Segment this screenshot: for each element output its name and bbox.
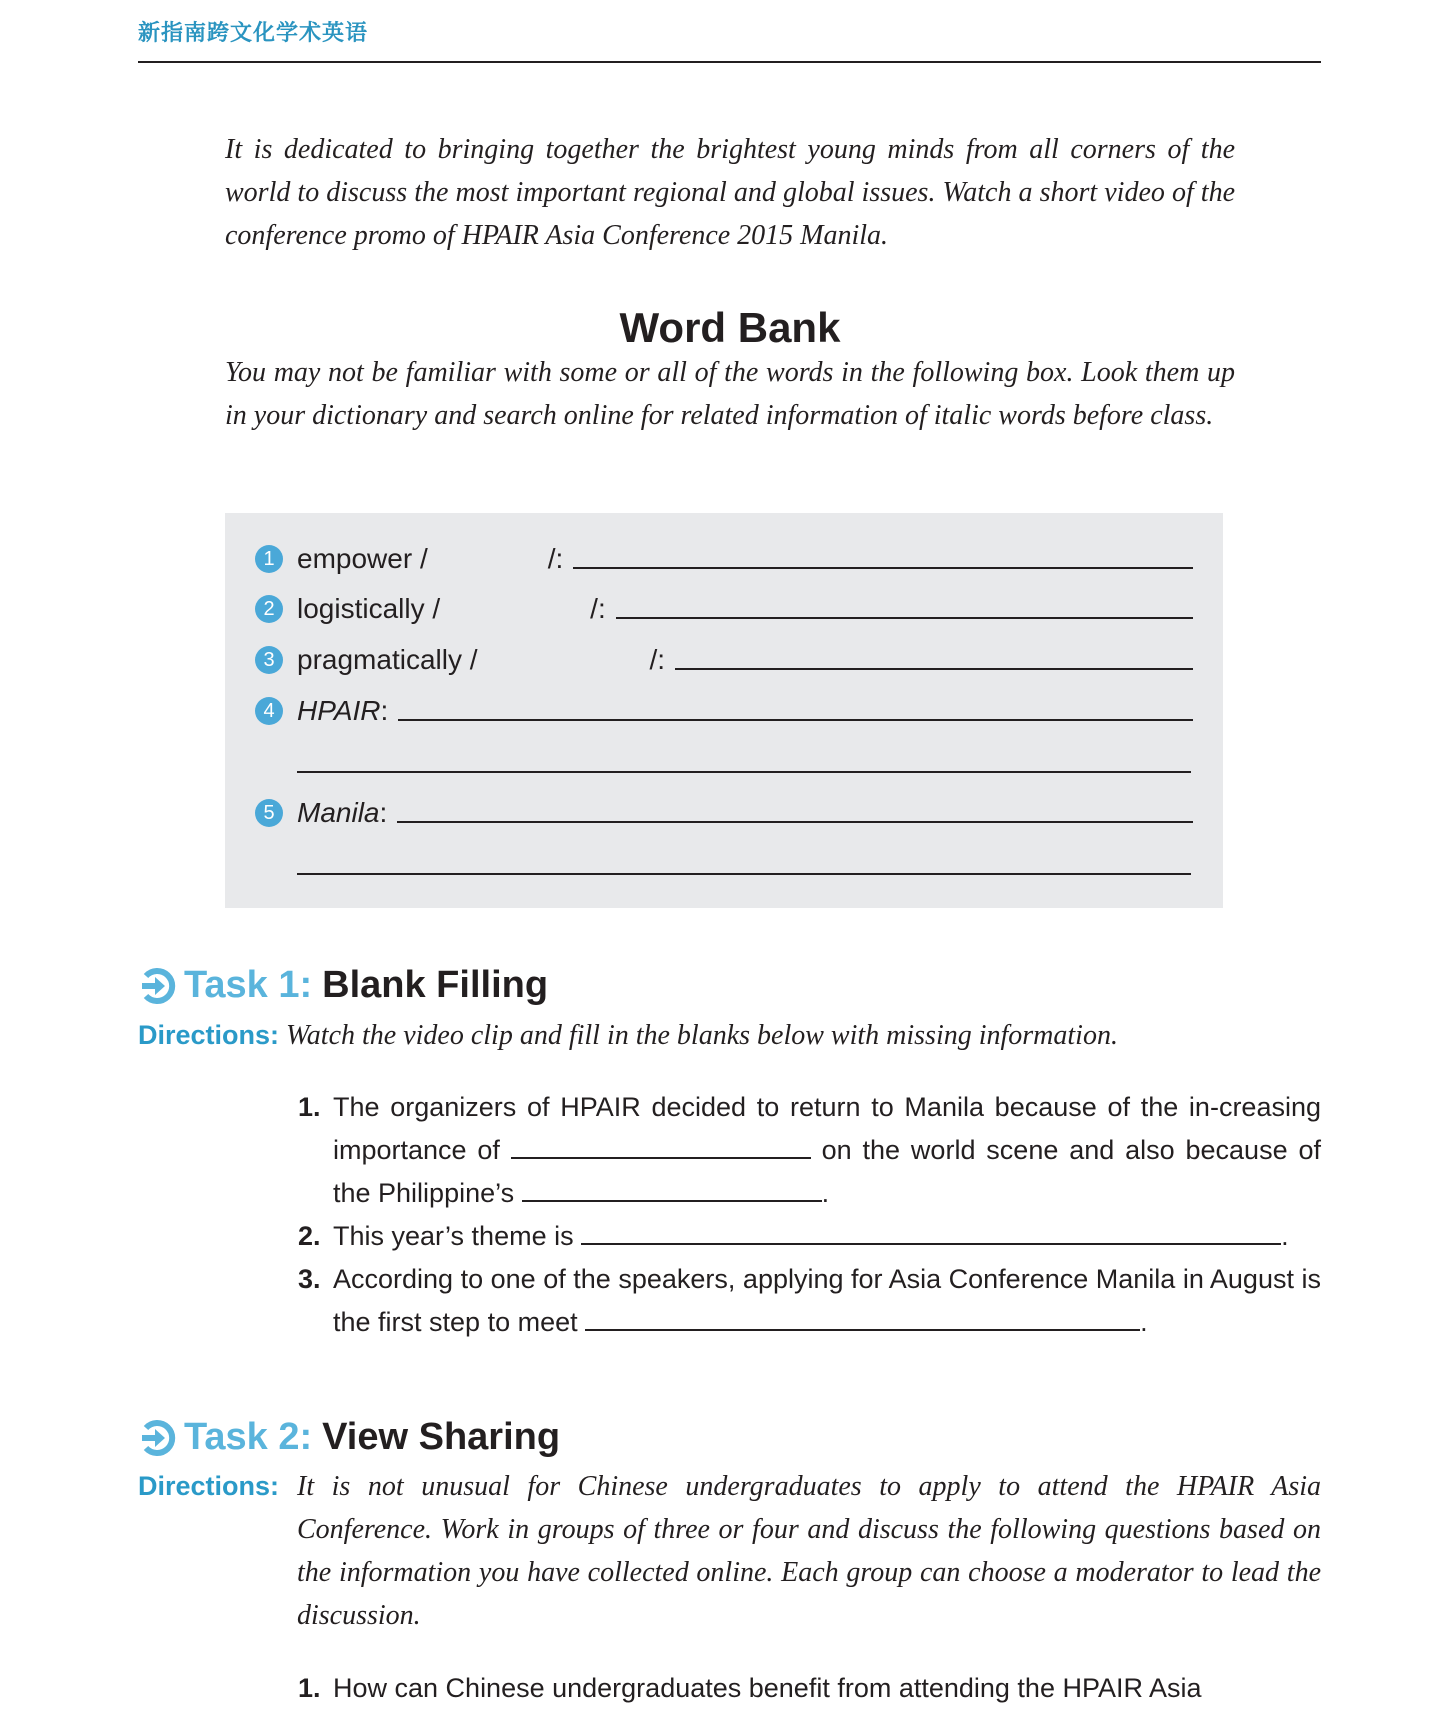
separator: : (380, 695, 389, 726)
answer-blank[interactable] (398, 718, 1193, 721)
header-divider (138, 61, 1321, 63)
word: logistically / (297, 593, 441, 624)
word-bank-item (255, 535, 1193, 575)
separator: /: (547, 543, 564, 574)
intro-paragraph: It is dedicated to bringing together the brightest young minds from all corners of the world to discuss the most important regional and global issues. Watch a short video of the conference promo of HPAIR Asia Conference 2015 Manila. (225, 134, 1235, 251)
punctuation: . (1281, 1221, 1289, 1251)
task1-directions (138, 1014, 1118, 1057)
book-title: 新指南跨文化学术英语 (138, 21, 369, 46)
answer-blank-continued[interactable] (297, 771, 1191, 773)
word: Manila (297, 797, 380, 828)
separator: : (379, 797, 388, 828)
directions-label: Directions: (138, 1020, 280, 1050)
question-text: How can Chinese undergraduates benefit from attending the HPAIR Asia (333, 1673, 1202, 1703)
number-badge: 1 (255, 545, 283, 573)
punctuation: . (821, 1178, 830, 1208)
directions-text: Watch the video clip and fill in the blanks below with missing information. (286, 1020, 1118, 1051)
answer-blank[interactable] (585, 1307, 1140, 1331)
list-item (298, 1086, 1321, 1215)
task-label: Task 1: (184, 964, 313, 1006)
answer-blank[interactable] (522, 1178, 822, 1202)
task-label: Task 2: (184, 1416, 313, 1458)
task-name: Blank Filling (322, 964, 549, 1006)
task1-list (298, 1086, 1321, 1344)
answer-blank-continued[interactable] (297, 873, 1191, 875)
number-badge: 3 (255, 646, 283, 674)
item-text: This year’s theme is (333, 1221, 574, 1251)
task2-directions (138, 1465, 1321, 1637)
item-number: 1. (298, 1092, 321, 1122)
circular-arrow-icon (138, 966, 178, 1006)
separator: /: (590, 593, 606, 624)
item-number: 1. (298, 1673, 321, 1703)
task1-heading (138, 964, 548, 1007)
item-text: The organizers of HPAIR decided to return to Manila because of the in-creasing importance of (333, 1092, 1321, 1165)
answer-blank[interactable] (616, 616, 1193, 619)
word-bank-title: Word Bank (619, 304, 841, 351)
list-item (298, 1258, 1321, 1344)
number-badge: 5 (255, 799, 283, 827)
answer-blank[interactable] (573, 566, 1193, 569)
word-bank-item (255, 687, 1193, 727)
item-number: 3. (298, 1264, 321, 1294)
word: pragmatically / (297, 644, 478, 675)
answer-blank[interactable] (397, 820, 1193, 823)
answer-blank[interactable] (675, 667, 1193, 670)
directions-text: It is not unusual for Chinese undergraduates to apply to attend the HPAIR Asia Conference. Work in groups of three or four and discuss the following questions based on the information you have collected online. Each group can choose a moderator to lead the discussion. (297, 1471, 1321, 1631)
item-text: on the world scene and also because of the Philippine’s (333, 1135, 1321, 1208)
word-bank-instructions: You may not be familiar with some or all of the words in the following box. Look them up in your dictionary and search online for related information of italic words before class. (225, 357, 1235, 431)
number-badge: 2 (255, 595, 283, 623)
task2-heading (138, 1416, 560, 1459)
task2-questions (298, 1667, 1321, 1710)
task-name: View Sharing (322, 1416, 561, 1458)
item-number: 2. (298, 1221, 321, 1251)
word: empower / (297, 543, 428, 574)
answer-blank[interactable] (511, 1135, 811, 1159)
list-item (298, 1215, 1321, 1258)
word: HPAIR (297, 695, 381, 726)
word-bank-item (255, 636, 1193, 676)
item-text: According to one of the speakers, applying for Asia Conference Manila in August is the first step to meet (333, 1264, 1321, 1337)
punctuation: . (1140, 1307, 1148, 1337)
list-item (298, 1667, 1321, 1710)
word-bank-item (255, 789, 1193, 829)
word-bank-box (225, 513, 1223, 908)
answer-blank[interactable] (581, 1221, 1281, 1245)
circular-arrow-icon (138, 1418, 178, 1458)
separator: /: (649, 644, 666, 675)
word-bank-item (255, 585, 1193, 625)
number-badge: 4 (255, 697, 283, 725)
directions-label: Directions: (138, 1471, 280, 1501)
